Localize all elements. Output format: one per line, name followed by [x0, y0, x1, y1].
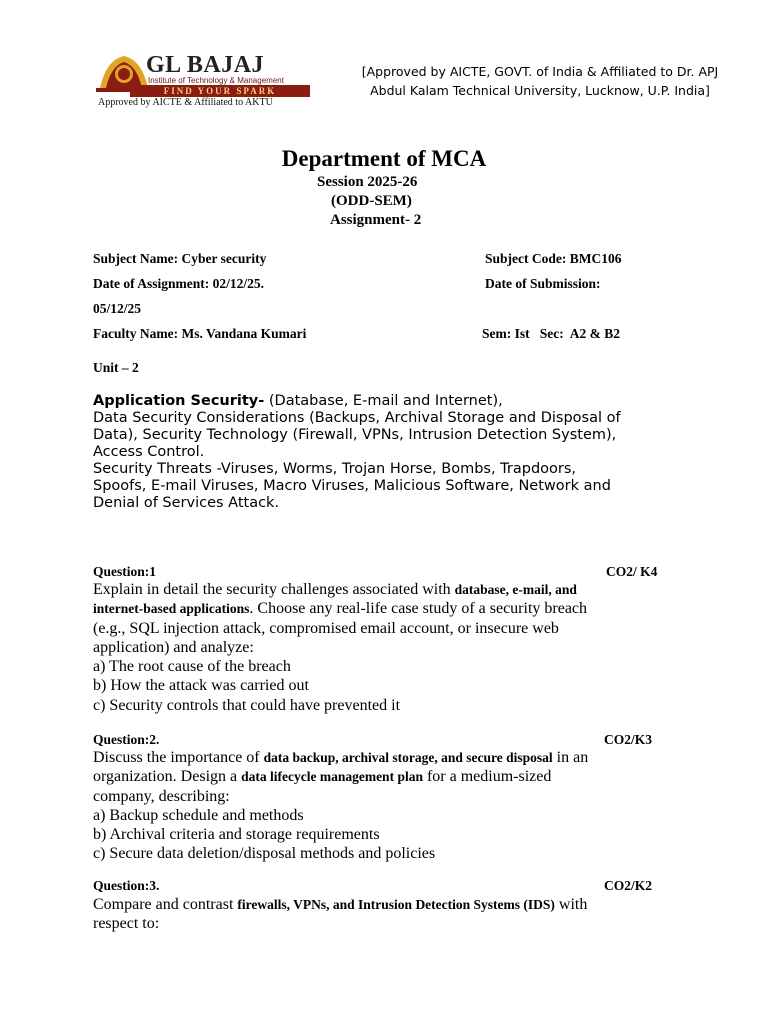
question-text: Compare and contrast [93, 896, 238, 913]
semester-label: (ODD-SEM) [331, 193, 412, 209]
syllabus-line: Denial of Services Attack. [93, 495, 280, 511]
question-line [93, 599, 673, 618]
syllabus-heading: Application Security- [93, 393, 265, 409]
question-label: Question:3. [93, 878, 160, 893]
department-title: Department of MCA [281, 146, 487, 171]
approval-note-line: [Approved by AICTE, GOVT. of India & Affiliated to Dr. APJ [361, 64, 719, 79]
question-body [93, 580, 673, 715]
question-line: b) Archival criteria and storage requirements [93, 826, 380, 844]
syllabus-line: Access Control. [93, 444, 205, 460]
question-line: c) Security controls that could have prevented it [93, 696, 401, 714]
session-label: Session 2025-26 [317, 174, 418, 190]
subject-code: Subject Code: BMC106 [485, 251, 622, 266]
institute-logo [96, 52, 312, 110]
question-line: application) and analyze: [93, 638, 254, 656]
question-text: in an [552, 749, 589, 766]
question-text: with [554, 896, 588, 913]
syllabus-heading-line [93, 393, 693, 410]
logo-tagline: FIND YOUR SPARK [130, 85, 310, 97]
question-text: Discuss the importance of [93, 749, 264, 766]
syllabus-heading-rest: (Database, E-mail and Internet), [264, 393, 503, 409]
syllabus-line: Data), Security Technology (Firewall, VPNs, Intrusion Detection System), [93, 427, 617, 443]
question-line: a) The root cause of the breach [93, 658, 291, 676]
question-highlight: database, e-mail, and [454, 582, 577, 597]
question-line: company, describing: [93, 787, 230, 805]
assignment-label: Assignment- 2 [330, 212, 422, 228]
faculty-name: Faculty Name: Ms. Vandana Kumari [93, 326, 307, 341]
question-label: Question:1 [93, 564, 157, 579]
sem-sec: Sem: Ist Sec: A2 & B2 [482, 326, 620, 341]
question-highlight: data backup, archival storage, and secure disposal [263, 750, 553, 765]
submission-date: 05/12/25 [93, 301, 142, 316]
question-body [93, 895, 673, 934]
question-highlight: data lifecycle management plan [241, 769, 423, 785]
question-line: (e.g., SQL injection attack, compromised email account, or insecure web [93, 619, 559, 637]
question-co: CO2/ K4 [606, 564, 658, 579]
question-line: respect to: [93, 915, 160, 933]
question-line: b) How the attack was carried out [93, 677, 309, 695]
question-co: CO2/K2 [604, 878, 653, 893]
syllabus-line: Security Threats -Viruses, Worms, Trojan Horse, Bombs, Trapdoors, [93, 461, 577, 477]
question-highlight: internet-based applications [93, 601, 250, 617]
question-line [93, 580, 673, 599]
question-line [93, 767, 673, 786]
syllabus-line: Spoofs, E-mail Viruses, Macro Viruses, Malicious Software, Network and [93, 478, 611, 494]
logo-institute-name: Institute of Technology & Management [148, 76, 284, 85]
logo-approval: Approved by AICTE & Affiliated to AKTU [98, 97, 273, 108]
question-label: Question:2. [93, 732, 160, 747]
unit-label: Unit – 2 [93, 360, 139, 375]
syllabus-text [93, 393, 693, 512]
approval-note-line: Abdul Kalam Technical University, Lucknow, U.P. India] [370, 83, 710, 98]
question-text: organization. Design a [93, 768, 242, 786]
question-line [93, 748, 673, 767]
question-co: CO2/K3 [604, 732, 653, 747]
subject-name: Subject Name: Cyber security [93, 251, 267, 266]
logo-brand: GL BAJAJ [146, 52, 265, 78]
question-line [93, 895, 673, 914]
question-text: for a medium-sized [422, 768, 552, 786]
date-of-submission: Date of Submission: [485, 276, 601, 291]
question-line: a) Backup schedule and methods [93, 806, 304, 824]
question-text: Explain in detail the security challenges associated with [93, 581, 455, 598]
date-of-assignment: Date of Assignment: 02/12/25. [93, 276, 264, 291]
question-line: c) Secure data deletion/disposal methods and policies [93, 845, 436, 863]
question-highlight: firewalls, VPNs, and Intrusion Detection Systems (IDS) [237, 897, 555, 912]
approval-note [340, 62, 740, 100]
question-text: . Choose any real-life case study of a security breach [249, 600, 588, 618]
syllabus-line: Data Security Considerations (Backups, Archival Storage and Disposal of [93, 410, 621, 426]
question-body [93, 748, 673, 864]
